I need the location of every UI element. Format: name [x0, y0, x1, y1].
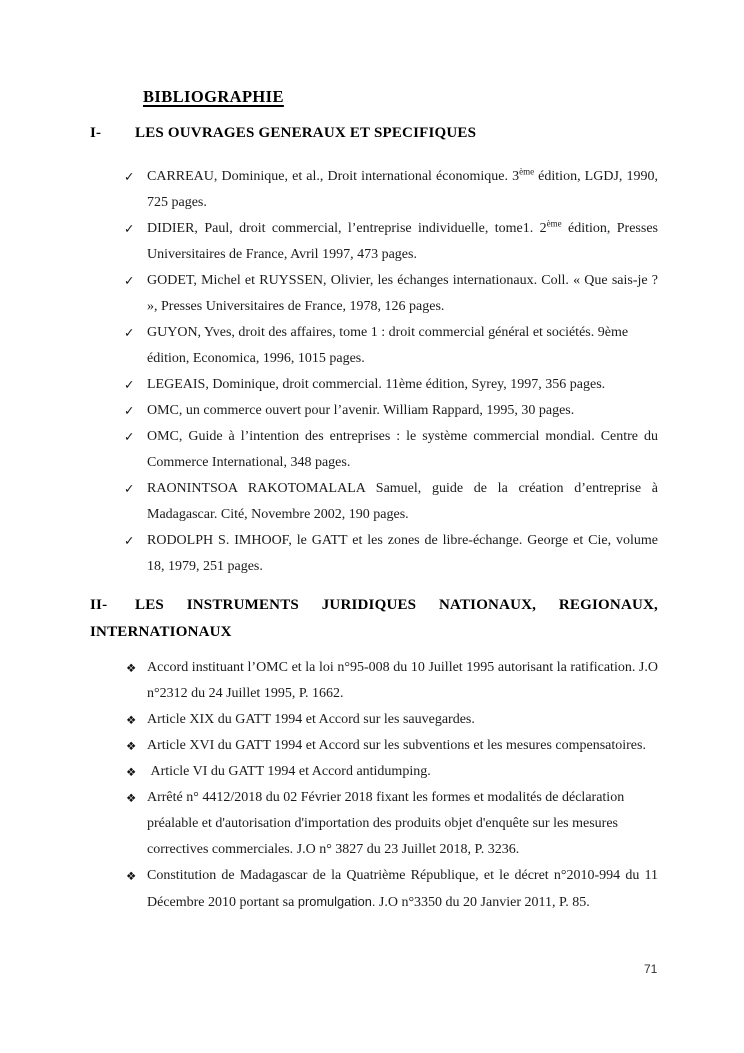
- entry-text: RAONINTSOA RAKOTOMALALA Samuel, guide de la création d’entreprise à Madagascar. Cité, Novembre 2002, 190 pages.: [147, 481, 658, 522]
- entry-text: OMC, Guide à l’intention des entreprises : le système commercial mondial. Centre du Commerce International, 348 pages.: [147, 429, 658, 470]
- entry-text: LEGEAIS, Dominique, droit commercial. 11ème édition, Syrey, 1997, 356 pages.: [147, 377, 606, 392]
- entry-text: DIDIER, Paul, droit commercial, l’entreprise individuelle, tome1. 2ème édition, Presses Universitaires de France, Avril 1997, 473 pages.: [147, 218, 658, 262]
- bibliography-entry: [124, 528, 658, 580]
- diamond-bullet-icon: ❖: [126, 765, 137, 779]
- section-heading-label: LES OUVRAGES GENERAUX ET SPECIFIQUES: [135, 125, 477, 141]
- entry-text: Article VI du GATT 1994 et Accord antidumping.: [147, 764, 431, 779]
- entry-text: Article XIX du GATT 1994 et Accord sur les sauvegardes.: [147, 712, 475, 727]
- checkmark-bullet-icon: ✓: [124, 221, 135, 236]
- entry-text: Constitution de Madagascar de la Quatrième République, et le décret n°2010-994 du 11 Décembre 2010 portant sa promulgation. J.O n°3350 du 20 Janvier 2011, P. 85.: [147, 868, 658, 910]
- checkmark-bullet-icon: ✓: [124, 481, 135, 496]
- page-number: 71: [644, 962, 658, 976]
- section-heading: [90, 592, 658, 646]
- checkmark-bullet-icon: ✓: [124, 429, 135, 444]
- bibliography-entry: [124, 372, 658, 398]
- bibliography-entry: [124, 476, 658, 528]
- diamond-bullet-icon: ❖: [126, 661, 137, 675]
- checkmark-bullet-icon: ✓: [124, 169, 135, 184]
- diamond-bullet-icon: ❖: [126, 739, 137, 753]
- bibliography-entry: [124, 733, 658, 759]
- checkmark-bullet-icon: ✓: [124, 273, 135, 288]
- checkmark-bullet-icon: ✓: [124, 377, 135, 392]
- checkmark-bullet-icon: ✓: [124, 533, 135, 548]
- checkmark-bullet-icon: ✓: [124, 325, 135, 340]
- section-heading-label: LES INSTRUMENTS JURIDIQUES NATIONAUX, REGIONAUX, INTERNATIONAUX: [90, 597, 658, 640]
- bibliography-entry: [124, 320, 658, 372]
- section-ouvrages-generaux: [0, 120, 744, 580]
- section-numeral: II-: [90, 597, 108, 613]
- bibliography-entry: [124, 863, 658, 916]
- page-title: BIBLIOGRAPHIE: [143, 87, 284, 106]
- bibliography-entry: [124, 785, 658, 863]
- reference-list-ouvrages: [124, 164, 658, 580]
- diamond-bullet-icon: ❖: [126, 869, 137, 883]
- section-numeral: I-: [90, 125, 102, 141]
- diamond-bullet-icon: ❖: [126, 791, 137, 805]
- entry-text: Arrêté n° 4412/2018 du 02 Février 2018 fixant les formes et modalités de déclaration préalable et d'autorisation d'importation des produits objet d'enquête sur les mesures correctives commerciales. J.O n° 3827 du 23 Juillet 2018, P. 3236.: [147, 790, 625, 857]
- section-heading: [90, 120, 658, 147]
- entry-text: CARREAU, Dominique, et al., Droit international économique. 3ème édition, LGDJ, 1990, 725 pages.: [147, 166, 659, 210]
- entry-text: GODET, Michel et RUYSSEN, Olivier, les échanges internationaux. Coll. « Que sais-je ? », Presses Universitaires de France, 1978, 126 pages.: [147, 273, 658, 314]
- bibliography-entry: [124, 164, 658, 216]
- entry-text: Article XVI du GATT 1994 et Accord sur les subventions et les mesures compensatoires.: [147, 738, 646, 753]
- entry-text: OMC, un commerce ouvert pour l’avenir. William Rappard, 1995, 30 pages.: [147, 403, 575, 418]
- bibliography-entry: [124, 759, 658, 785]
- bibliography-entry: [124, 268, 658, 320]
- bibliography-entry: [124, 424, 658, 476]
- bibliography-entry: [124, 707, 658, 733]
- section-instruments-juridiques: [0, 592, 744, 916]
- checkmark-bullet-icon: ✓: [124, 403, 135, 418]
- diamond-bullet-icon: ❖: [126, 713, 137, 727]
- bibliography-entry: [124, 216, 658, 268]
- entry-text: GUYON, Yves, droit des affaires, tome 1 : droit commercial général et sociétés. 9ème édition, Economica, 1996, 1015 pages.: [147, 325, 629, 366]
- bibliography-entry: [124, 398, 658, 424]
- reference-list-instruments: [124, 655, 658, 916]
- entry-text: RODOLPH S. IMHOOF, le GATT et les zones de libre-échange. George et Cie, volume 18, 1979, 251 pages.: [147, 533, 658, 574]
- bibliography-entry: [124, 655, 658, 707]
- entry-text: Accord instituant l’OMC et la loi n°95-008 du 10 Juillet 1995 autorisant la ratification. J.O n°2312 du 24 Juillet 1995, P. 1662.: [147, 660, 658, 701]
